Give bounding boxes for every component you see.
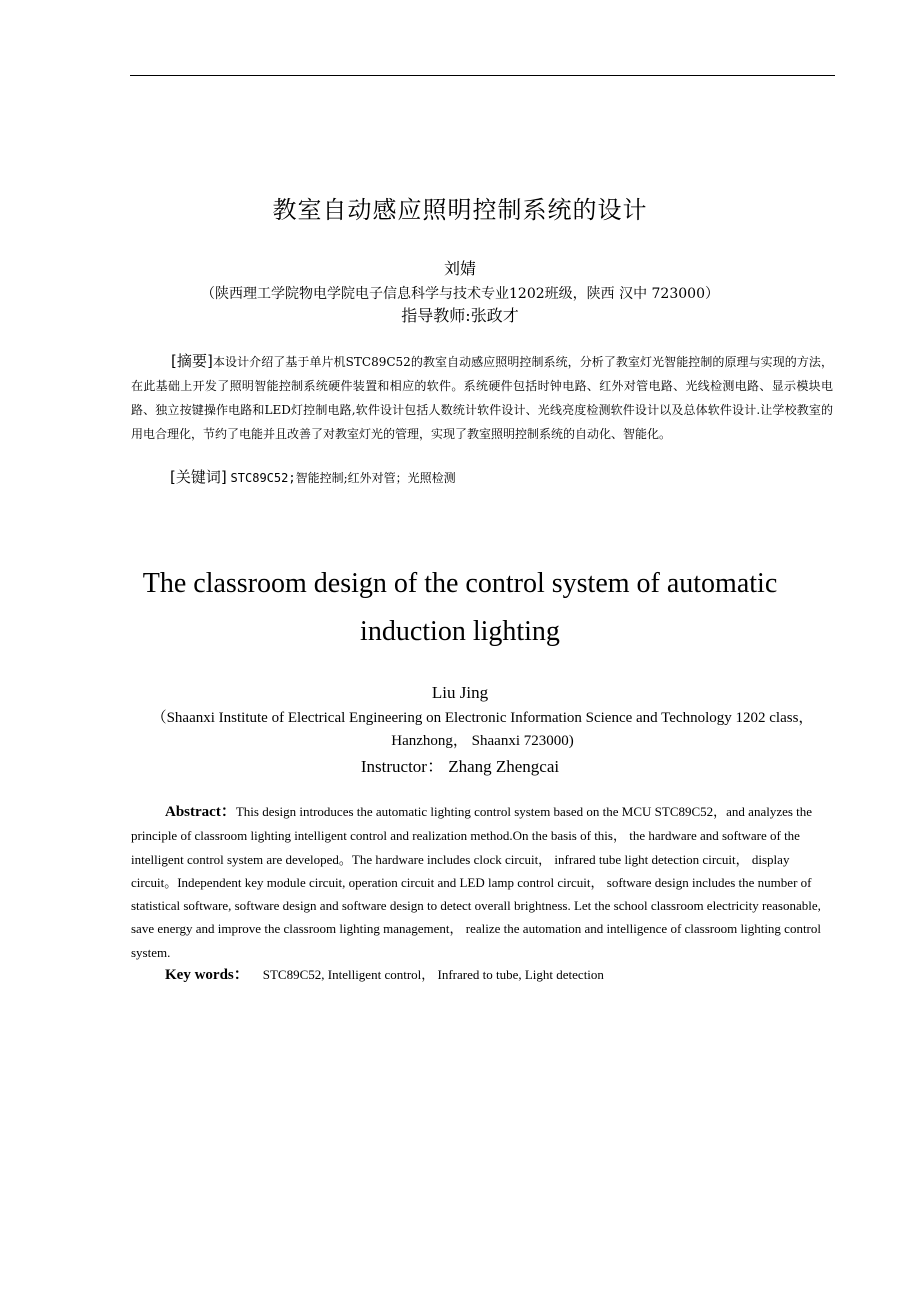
english-keywords — [165, 963, 604, 984]
english-abstract-label: Abstract： — [165, 804, 236, 820]
english-abstract-text: This design introduces the automatic lighting control system based on the MCU STC89C52，and analyzes the principle of classroom lighting intelligent control and realization method.On the basis of this， the hardware and software of the intelligent control system are developed。The hardware includes clock circuit， infrared tube light detection circuit， display circuit。Independent key module circuit, operation circuit and LED lamp control circuit， software design includes the number of statistical software, software design and software design to detect overall brightness. Let the school classroom electricity reasonable, save energy and improve the classroom lighting management， realize the automation and intelligence of classroom lighting control system. — [131, 804, 822, 960]
english-affiliation: （Shaanxi Institute of Electrical Engineering on Electronic Information Science and Technology 1202 class， Hanzhong， Shaanxi 723000) — [151, 710, 814, 749]
chinese-abstract-label: [摘要] — [171, 352, 213, 370]
chinese-abstract — [131, 349, 833, 446]
english-keywords-text: STC89C52, Intelligent control， Infrared to tube, Light detection — [262, 967, 604, 982]
chinese-title: 教室自动感应照明控制系统的设计 — [272, 196, 648, 224]
chinese-abstract-text: 本设计介绍了基于单片机STC89C52的教室自动感应照明控制系统，分析了教室灯光智能控制的原理与实现的方法，在此基础上开发了照明智能控制系统硬件装置和相应的软件。系统硬件包括时钟电路、红外对管电路、光线检测电路、显示模块电路、独立按键操作电路和LED灯控制电路,软件设计包括人数统计软件设计、光线亮度检测软件设计以及总体软件设计.让学校教室的用电合理化，节约了电能并且改善了对教室灯光的管理，实现了教室照明控制系统的自动化、智能化。 — [131, 355, 833, 441]
english-title-line1: The classroom design of the control system of automatic — [142, 568, 778, 599]
chinese-affiliation: （陕西理工学院物电学院电子信息科学与技术专业1202班级，陕西 汉中 723000） — [201, 286, 719, 302]
english-title-line2: induction lighting — [360, 616, 560, 647]
english-abstract — [131, 800, 835, 964]
chinese-keywords-code: STC89C52; — [230, 471, 296, 485]
chinese-advisor: 指导教师:张政才 — [401, 306, 519, 325]
english-advisor: Instructor： Zhang Zhengcai — [360, 757, 560, 776]
english-author: Liu Jing — [431, 683, 489, 702]
chinese-keywords-text: 智能控制;红外对管；光照检测 — [295, 471, 456, 485]
chinese-author: 刘婧 — [443, 259, 476, 278]
chinese-keywords — [170, 466, 456, 487]
chinese-keywords-label: [关键词] — [170, 468, 227, 486]
header-rule — [130, 75, 835, 76]
english-keywords-label: Key words： — [165, 967, 249, 983]
